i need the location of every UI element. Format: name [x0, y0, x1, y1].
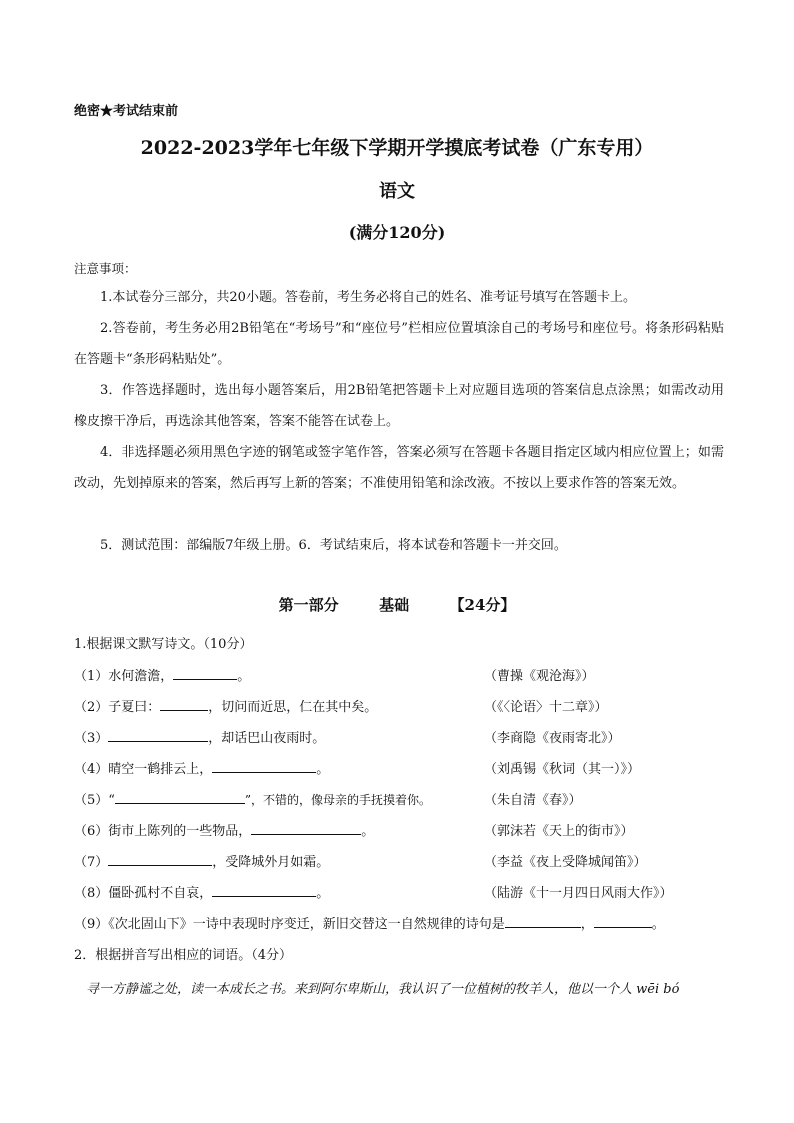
question-2-passage: 寻一方静谧之处，读一本成长之书。来到阿尔卑斯山，我认识了一位植树的牧羊人，他以一个人 wēi bó: [86, 982, 680, 997]
q1-line-9: [74, 913, 665, 932]
notice-item-5: 5．测试范围：部编版7年级上册。6．考试结束后，将本试卷和答题卡一并交回。: [100, 538, 567, 553]
answer-blank[interactable]: [505, 915, 581, 928]
q1-line-text: ，受降城外月如霜。: [212, 855, 330, 870]
q1-line-text: ，切问而近思，仁在其中矣。: [208, 700, 378, 715]
section-part: 第一部分: [278, 596, 339, 614]
q1-line-3: [74, 727, 325, 746]
section-points: 【24分】: [449, 596, 516, 614]
q1-source-8: （陆游《十一月四日风雨大作》）: [484, 886, 673, 901]
q1-source-2: （《〈论语〉十二章》）: [484, 700, 608, 715]
question-2-prompt: 2．根据拼音写出相应的词语。（4分）: [74, 948, 293, 963]
q1-line-text: （9）《次北固山下》一诗中表现时序变迁，新旧交替这一自然规律的诗句是: [74, 917, 505, 932]
full-score: (满分120分): [348, 223, 446, 242]
section-heading: [0, 594, 794, 615]
q1-line-text: 。: [316, 762, 330, 777]
q1-line-text: ”，不错的，像母亲的手抚摸着你。: [244, 793, 432, 807]
q1-line-text: ，: [580, 917, 594, 932]
q1-line-text: （5）“: [74, 793, 115, 808]
q1-line-2: [74, 696, 377, 715]
answer-blank[interactable]: [160, 698, 208, 711]
answer-blank[interactable]: [108, 853, 212, 866]
confidential-label: 绝密★考试结束前: [74, 104, 179, 119]
q1-line-4: [74, 758, 329, 777]
notice-item-3: 3．作答选择题时，选出每小题答案后，用2B铅笔把答题卡上对应题目选项的答案信息点涂黑；如需改动用橡皮擦干净后，再选涂其他答案，答案不能答在试卷上。: [74, 383, 724, 429]
q1-line-text: （3）: [74, 731, 109, 746]
q1-line-text: 。: [361, 824, 375, 839]
q1-line-text: （6）街市上陈列的一些物品，: [74, 824, 252, 839]
q1-source-3: （李商隐《夜雨寄北》）: [484, 731, 621, 746]
section-name: 基础: [379, 596, 410, 614]
q1-line-8: [74, 882, 329, 901]
answer-blank[interactable]: [173, 667, 237, 680]
q1-line-5: [74, 789, 431, 808]
notice-item-1: 1.本试卷分三部分，共20小题。答卷前，考生务必将自己的姓名、准考证号填写在答题卡上。: [100, 290, 636, 305]
q1-line-text: （8）僵卧孤村不自哀，: [74, 886, 213, 901]
answer-blank[interactable]: [108, 729, 208, 742]
answer-blank[interactable]: [115, 791, 245, 804]
question-1-prompt: 1.根据课文默写诗文。（10分）: [74, 637, 253, 652]
exam-title: 2022-2023学年七年级下学期开学摸底考试卷（广东专用）: [140, 137, 654, 159]
q1-source-1: （曹操《观沧海》）: [484, 669, 595, 684]
answer-blank[interactable]: [212, 760, 316, 773]
answer-blank[interactable]: [212, 884, 316, 897]
q1-line-text: （1）水何澹澹，: [74, 669, 174, 684]
answer-blank[interactable]: [251, 822, 361, 835]
subject-title: 语文: [379, 181, 415, 202]
q1-line-1: [74, 665, 250, 684]
q1-source-7: （李益《夜上受降城闻笛》）: [484, 855, 647, 870]
notice-item-4: 4．非选择题必须用黑色字迹的钢笔或签字笔作答，答案必须写在答题卡各题目指定区域内相应位置上；如需改动，先划掉原来的答案，然后再写上新的答案；不准使用铅笔和涂改液。不按以上要求作答的答案无效。: [74, 445, 724, 491]
notice-heading: 注意事项：: [74, 261, 137, 276]
q1-line-text: （2）子夏曰：: [74, 700, 161, 715]
q1-source-4: （刘禹锡《秋词（其一）》）: [484, 762, 641, 777]
q1-source-6: （郭沫若《天上的街市》）: [484, 824, 634, 839]
notice-item-2: 2.答卷前，考生务必用2B铅笔在“考场号”和“座位号”栏相应位置填涂自己的考场号和座位号。将条形码粘贴在答题卡“条形码粘贴处”。: [74, 321, 724, 367]
q1-line-text: 。: [651, 917, 665, 932]
q1-line-text: （7）: [74, 855, 109, 870]
q1-line-6: [74, 820, 374, 839]
q1-line-text: 。: [237, 669, 251, 684]
answer-blank[interactable]: [594, 915, 652, 928]
q1-source-5: （朱自清《春》）: [484, 793, 582, 808]
q1-line-text: （4）晴空一鹤排云上，: [74, 762, 213, 777]
q1-line-text: 。: [316, 886, 330, 901]
q1-line-text: ，却话巴山夜雨时。: [208, 731, 326, 746]
q1-line-7: [74, 851, 329, 870]
